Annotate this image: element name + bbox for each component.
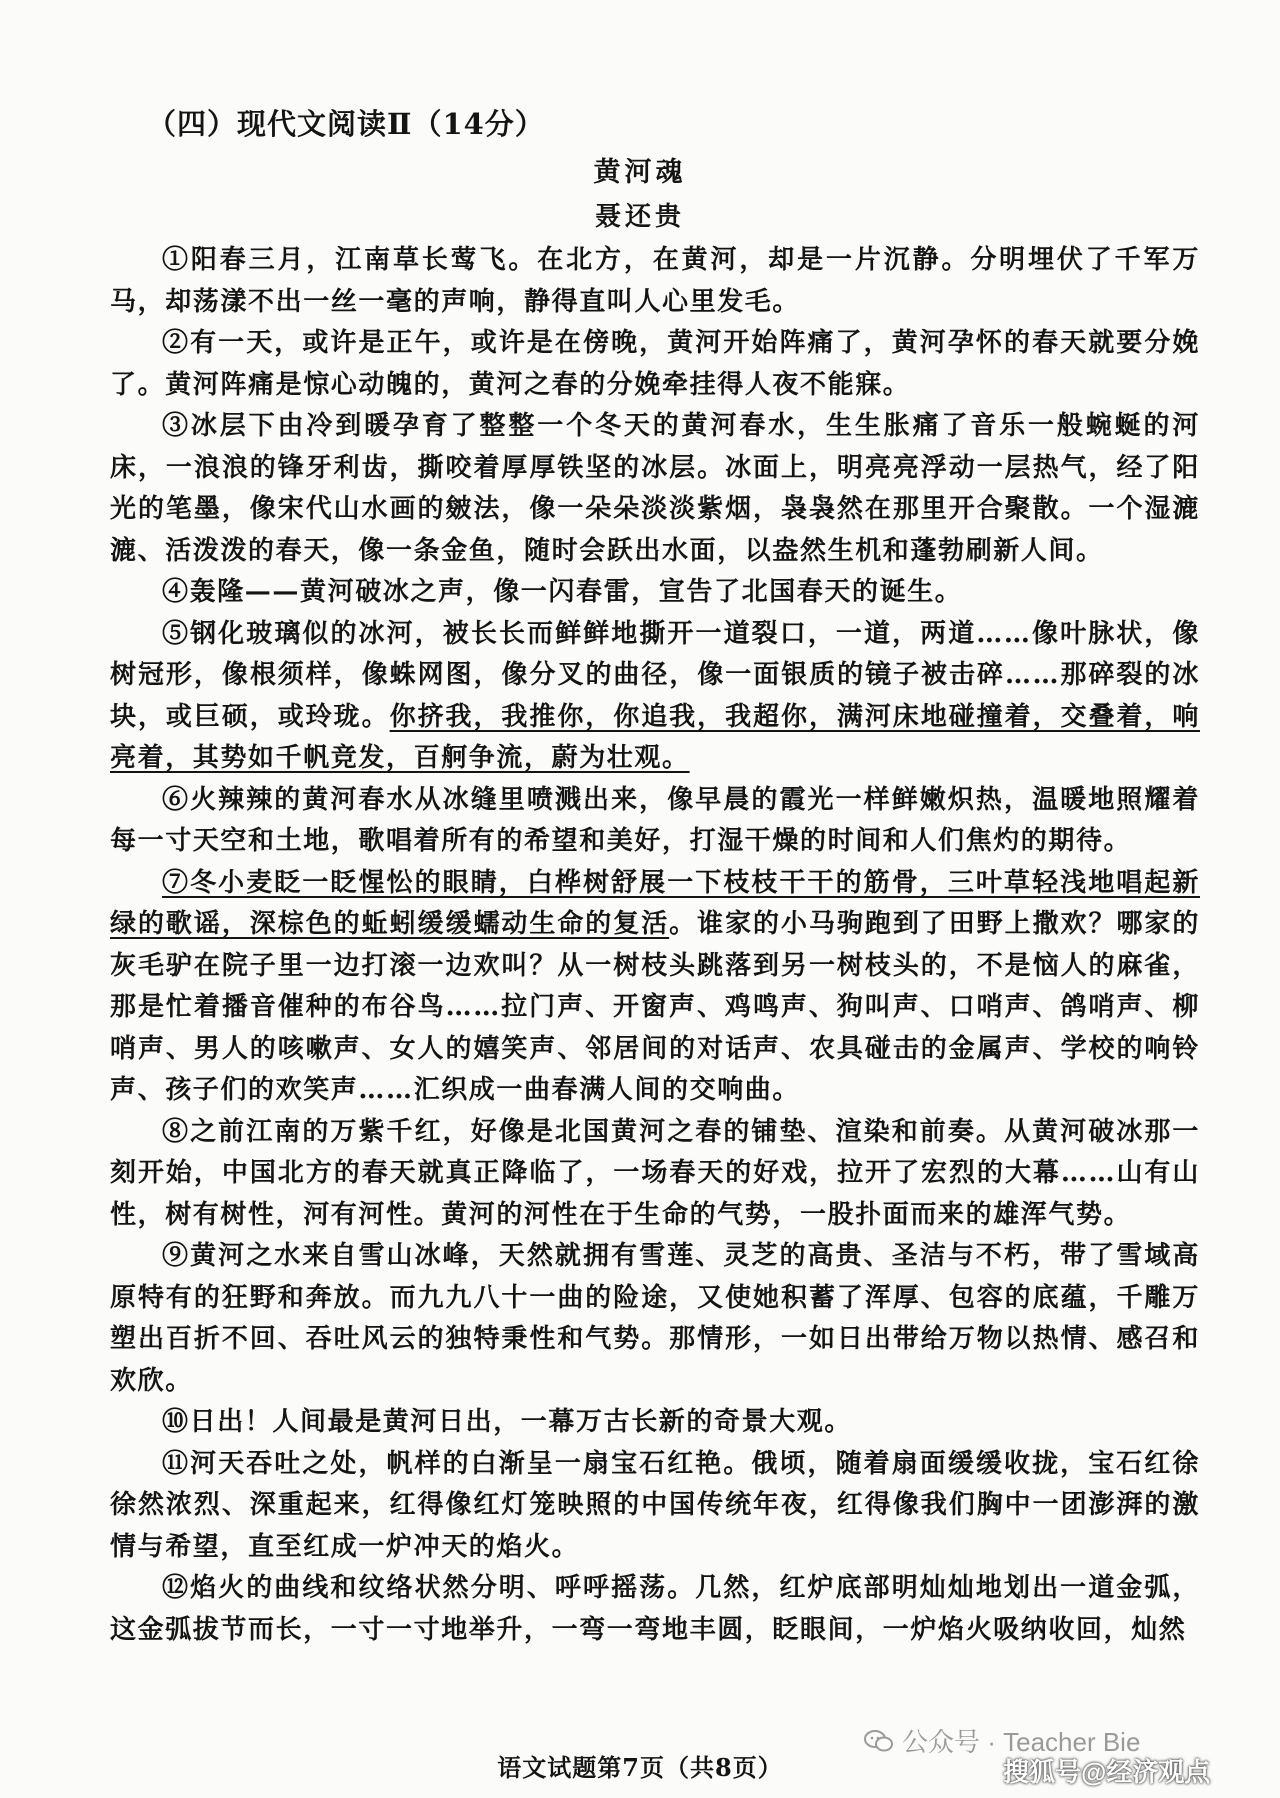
paragraph-text: ⑥火辣辣的黄河春水从冰缝里喷溅出来，像早晨的霞光一样鲜嫩炽热，温暖地照耀着每一寸天空和土地，歌唱着所有的希望和美好，打湿干燥的时间和人们焦灼的期待。	[110, 784, 1200, 856]
paragraph-10	[110, 1402, 1200, 1444]
paragraph-1	[110, 240, 1200, 323]
paragraph-text: ⑩日出！人间最是黄河日出，一幕万古长新的奇景大观。	[162, 1407, 853, 1437]
paragraph-text: ⑨黄河之水来自雪山冰峰，天然就拥有雪莲、灵芝的高贵、圣洁与不朽，带了雪域高原特有的狂野和奔放。而九九八十一曲的险途，又使她积蓄了浑厚、包容的底蕴，千雕万塑出百折不回、吞吐风云的独特秉性和气势。那情形，一如日出带给万物以热情、感召和欢欣。	[110, 1241, 1200, 1396]
paragraph-11	[110, 1444, 1200, 1569]
underlined-sentence: 你挤我，我推你，你追我，我超你，满河床地碰撞着，交叠着，响亮着，其势如千帆竞发，百舸争流，蔚为壮观。	[110, 701, 1200, 773]
article-author: 聂还贵	[594, 202, 685, 232]
paragraph-6	[110, 780, 1200, 863]
paragraph-5	[110, 614, 1200, 780]
paragraph-8	[110, 1112, 1200, 1237]
paragraph-4	[110, 572, 1200, 614]
paragraph-text: ⑧之前江南的万紫千红，好像是北国黄河之春的铺垫、渲染和前奏。从黄河破冰那一刻开始，中国北方的春天就真正降临了，一场春天的好戏，拉开了宏烈的大幕……山有山性，树有树性，河有河性。黄河的河性在于生命的气势，一股扑面而来的雄浑气势。	[110, 1116, 1200, 1230]
paragraph-12	[110, 1568, 1200, 1651]
paragraph-text: ③冰层下由冷到暖孕育了整整一个冬天的黄河春水，生生胀痛了音乐一般蜿蜒的河床，一浪浪的锋牙利齿，撕咬着厚厚铁坚的冰层。冰面上，明亮亮浮动一层热气，经了阳光的笔墨，像宋代山水画的皴法，像一朵朵淡淡紫烟，袅袅然在那里开合聚散。一个湿漉漉、活泼泼的春天，像一条金鱼，随时会跃出水面，以盎然生机和蓬勃刷新人间。	[110, 411, 1200, 566]
sohu-watermark: 搜狐号@经济观点	[1003, 1757, 1211, 1787]
article-body	[110, 240, 1200, 1651]
paragraph-text: ①阳春三月，江南草长莺飞。在北方，在黄河，却是一片沉静。分明埋伏了千军万马，却荡漾不出一丝一毫的声响，静得直叫人心里发毛。	[110, 245, 1200, 317]
article-title: 黄河魂	[593, 157, 687, 188]
paragraph-text: ⑪河天吞吐之处，帆样的白渐呈一扇宝石红艳。俄顷，随着扇面缓缓收拢，宝石红徐徐然浓烈、深重起来，红得像红灯笼映照的中国传统年夜，红得像我们胸中一团澎湃的激情与希望，直至红成一炉冲天的焰火。	[110, 1448, 1200, 1562]
paragraph-text: ④轰隆——黄河破冰之声，像一闪春雷，宣告了北国春天的诞生。	[162, 577, 963, 607]
paragraph-text: ⑫焰火的曲线和纹络状然分明、呼呼摇荡。几然，红炉底部明灿灿地划出一道金弧，这金弧拔节而长，一寸一寸地举升，一弯一弯地丰圆，眨眼间，一炉焰火吸纳收回，灿然	[110, 1573, 1200, 1645]
page-footer: 语文试题第7页（共8页）	[497, 1753, 783, 1782]
paragraph-text: ②有一天，或许是正午，或许是在傍晚，黄河开始阵痛了，黄河孕怀的春天就要分娩了。黄河阵痛是惊心动魄的，黄河之春的分娩牵挂得人夜不能寐。	[110, 328, 1200, 400]
section-heading: （四）现代文阅读Ⅱ（14分）	[147, 107, 545, 141]
paragraph-text: ⑤钢化玻璃似的冰河，被长长而鲜鲜地撕开一道裂口，一道，两道……像叶脉状，像树冠形，像根须样，像蛛网图，像分叉的曲径，像一面银质的镜子被击碎……那碎裂的冰块，或巨硕，或玲珑。	[110, 618, 1200, 732]
paragraph-7	[110, 863, 1200, 1112]
underlined-sentence: ⑦冬小麦眨一眨惺忪的眼睛，白桦树舒展一下枝枝干干的筋骨，三叶草轻浅地唱起新绿的歌谣，深棕色的蚯蚓缓缓蠕动生命的复活	[110, 867, 1200, 939]
wechat-label: 公众号 · Teacher Bie	[902, 1727, 1141, 1757]
paragraph-2	[110, 323, 1200, 406]
paragraph-9	[110, 1236, 1200, 1402]
paragraph-text: 。谁家的小马驹跑到了田野上撒欢？哪家的灰毛驴在院子里一边打滚一边欢叫？从一树枝头跳落到另一树枝头的，不是恼人的麻雀，那是忙着播音催种的布谷鸟……拉门声、开窗声、鸡鸣声、狗叫声、口哨声、鸽哨声、柳哨声、男人的咳嗽声、女人的嬉笑声、邻居间的对话声、农具碰击的金属声、学校的响铃声、孩子们的欢笑声……汇织成一曲春满人间的交响曲。	[110, 909, 1200, 1105]
paragraph-3	[110, 406, 1200, 572]
